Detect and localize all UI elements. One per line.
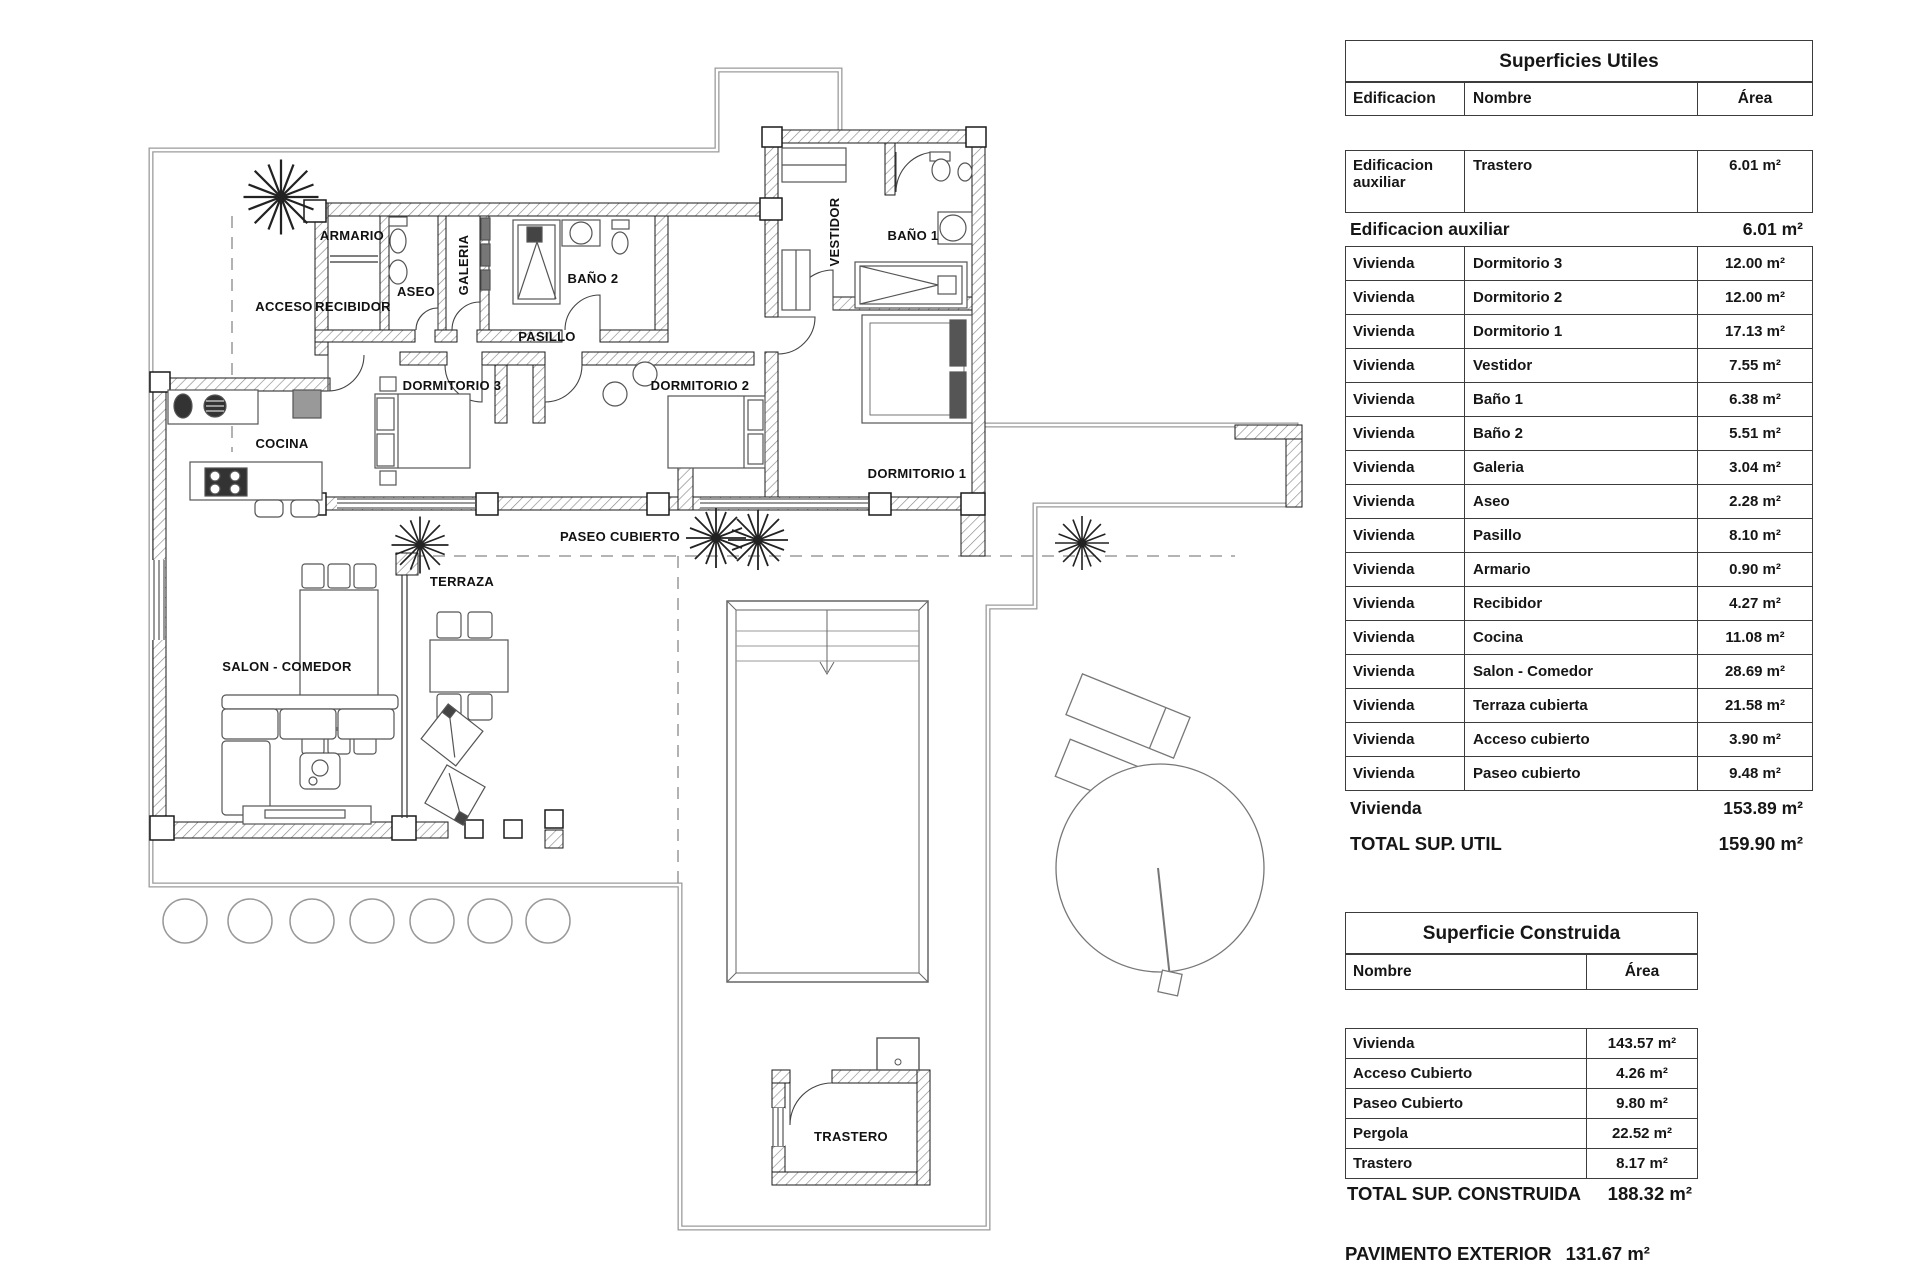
table-row: Vivienda Dormitorio 2 12.00 m² <box>1346 280 1812 314</box>
table-row: Vivienda Baño 1 6.38 m² <box>1346 382 1812 416</box>
pavimento-exterior-row: PAVIMENTO EXTERIOR 131.67 m² <box>1345 1243 1650 1264</box>
utiles-header-row <box>1345 81 1813 116</box>
table-row: Vivienda Aseo 2.28 m² <box>1346 484 1812 518</box>
room-label-salon: SALON - COMEDOR <box>222 659 352 674</box>
room-label-bano2: BAÑO 2 <box>567 271 619 286</box>
utiles-header-edificacion: Edificacion <box>1353 89 1436 107</box>
utiles-title: Superficies Utiles <box>1345 40 1813 83</box>
table-row: Vivienda Paseo cubierto 9.48 m² <box>1346 756 1812 790</box>
table-row: Acceso Cubierto 4.26 m² <box>1346 1058 1697 1088</box>
table-row: Trastero 8.17 m² <box>1346 1148 1697 1178</box>
bushes <box>163 899 570 943</box>
table-row: Vivienda Recibidor 4.27 m² <box>1346 586 1812 620</box>
table-row: Edificacion auxiliar Trastero 6.01 m² <box>1346 151 1812 212</box>
armario-closet <box>330 256 378 262</box>
room-label-bano1: BAÑO 1 <box>887 228 939 243</box>
table-row: Vivienda Pasillo 8.10 m² <box>1346 518 1812 552</box>
room-label-recibidor: RECIBIDOR <box>315 299 391 314</box>
vivienda-total-row: Vivienda 153.89 m² <box>1350 797 1803 818</box>
table-row: Paseo Cubierto 9.80 m² <box>1346 1088 1697 1118</box>
utiles-header-nombre: Nombre <box>1464 82 1697 115</box>
superficie-construida-table <box>1345 912 1698 1209</box>
construida-title: Superficie Construida <box>1345 912 1698 955</box>
room-label-aseo: ASEO <box>396 284 436 299</box>
table-row: Vivienda Salon - Comedor 28.69 m² <box>1346 654 1812 688</box>
table-row: Vivienda 143.57 m² <box>1346 1029 1697 1058</box>
room-label-pasillo: PASILLO <box>518 329 576 344</box>
table-row: Vivienda Galeria 3.04 m² <box>1346 450 1812 484</box>
room-label-galeria: GALERIA <box>456 234 471 296</box>
room-label-vestidor: VESTIDOR <box>827 197 842 267</box>
total-sup-construida-row: TOTAL SUP. CONSTRUIDA 188.32 m² <box>1347 1183 1692 1205</box>
utiles-header-area: Área <box>1697 82 1812 115</box>
room-label-cocina: COCINA <box>255 436 309 451</box>
table-row: Vivienda Baño 2 5.51 m² <box>1346 416 1812 450</box>
room-label-trastero: TRASTERO <box>814 1129 888 1144</box>
table-row: Vivienda Terraza cubierta 21.58 m² <box>1346 688 1812 722</box>
table-row: Vivienda Cocina 11.08 m² <box>1346 620 1812 654</box>
aux-total-row: Edificacion auxiliar 6.01 m² <box>1350 219 1803 240</box>
room-label-terraza: TERRAZA <box>429 574 495 589</box>
table-row: Vivienda Acceso cubierto 3.90 m² <box>1346 722 1812 756</box>
trastero-building <box>877 1038 919 1070</box>
room-label-dormitorio1: DORMITORIO 1 <box>867 466 967 481</box>
parasol <box>1055 674 1264 996</box>
room-label-armario: ARMARIO <box>319 228 385 243</box>
room-label-acceso: ACCESO <box>255 299 313 314</box>
construida-header-row <box>1345 953 1698 990</box>
pool <box>727 601 928 982</box>
construida-header-nombre: Nombre <box>1353 962 1412 980</box>
table-row: Pergola 22.52 m² <box>1346 1118 1697 1148</box>
room-label-dormitorio3: DORMITORIO 3 <box>402 378 502 393</box>
table-row: Vivienda Vestidor 7.55 m² <box>1346 348 1812 382</box>
superficies-utiles-table <box>1345 40 1813 863</box>
table-row: Vivienda Dormitorio 1 17.13 m² <box>1346 314 1812 348</box>
total-sup-util-row: TOTAL SUP. UTIL 159.90 m² <box>1350 833 1803 855</box>
construida-header-area: Área <box>1586 954 1697 989</box>
room-label-paseo: PASEO CUBIERTO <box>559 529 681 544</box>
room-label-dormitorio2: DORMITORIO 2 <box>650 378 750 393</box>
table-row: Vivienda Armario 0.90 m² <box>1346 552 1812 586</box>
table-row: Vivienda Dormitorio 3 12.00 m² <box>1346 247 1812 280</box>
